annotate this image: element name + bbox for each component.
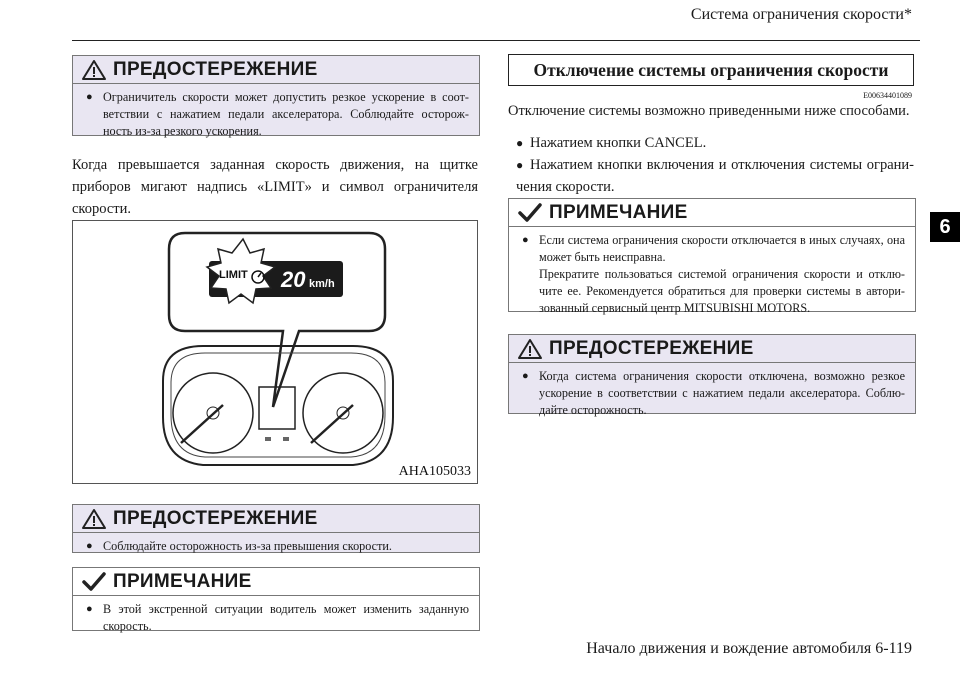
note-box bbox=[72, 567, 480, 631]
warning-triangle-icon bbox=[81, 59, 107, 81]
warning-heading: ПРЕДОСТЕРЕЖЕНИЕ bbox=[113, 507, 318, 529]
section-title: Отключение системы ограничения скорости bbox=[508, 54, 914, 86]
instrument-cluster-figure bbox=[72, 220, 478, 484]
bullet-icon: ● bbox=[86, 603, 93, 615]
chapter-tab: 6 bbox=[930, 212, 960, 242]
note-header bbox=[509, 199, 915, 226]
warning-header bbox=[73, 505, 479, 532]
list-item: ● Нажатием кнопки CANCEL. bbox=[516, 132, 914, 154]
note-text: Если система ограничения скорости отключается в иных случаях, она может быть неисправна. bbox=[539, 233, 905, 264]
bullet-icon: ● bbox=[86, 91, 93, 103]
callout-bubble bbox=[169, 233, 385, 407]
warning-box bbox=[72, 55, 480, 136]
note-box bbox=[508, 198, 916, 315]
running-header: Система ограничения скорости* bbox=[690, 6, 912, 23]
note-text: В этой экстренной ситуации водитель может изменить заданную скорость. bbox=[103, 602, 469, 633]
bullet-icon: ● bbox=[522, 370, 529, 382]
warning-box bbox=[72, 504, 480, 553]
page-footer: Начало движения и вождение автомобиля 6-119 bbox=[586, 640, 912, 657]
bullet-icon: ● bbox=[522, 234, 529, 246]
speed-unit: km/h bbox=[309, 278, 335, 290]
note-heading: ПРИМЕЧАНИЕ bbox=[113, 570, 252, 592]
warning-triangle-icon bbox=[517, 338, 543, 360]
list-item: ● Нажатием кнопки включения и отключения системы ограни-чения скорости. bbox=[516, 154, 914, 198]
speed-value: 20 bbox=[281, 267, 306, 292]
warning-text: Когда система ограничения скорости отключена, возможно резкое ускорение в соответствии с нажатием педали акселератора. Соблю-дайте осторожность. bbox=[539, 369, 905, 417]
warning-heading: ПРЕДОСТЕРЕЖЕНИЕ bbox=[113, 58, 318, 80]
warning-text: Соблюдайте осторожность из-за превышения скорости. bbox=[103, 539, 392, 553]
warning-heading: ПРЕДОСТЕРЕЖЕНИЕ bbox=[549, 337, 754, 359]
bullet-icon: ● bbox=[86, 540, 93, 552]
warning-box bbox=[508, 334, 916, 417]
doc-code: E00634401089 bbox=[863, 91, 912, 100]
warning-text: Ограничитель скорости может допустить резкое ускорение в соот-ветствии с нажатием педали акселератора. Соблюдайте осторож-ность из-за резкого ускорения. bbox=[103, 90, 469, 138]
warning-triangle-icon bbox=[81, 508, 107, 530]
bullet-icon: ● bbox=[516, 158, 524, 172]
intro-paragraph: Отключение системы возможно приведенными ниже способами. bbox=[508, 103, 910, 119]
checkmark-icon bbox=[81, 571, 107, 593]
limit-label: LIMIT bbox=[219, 269, 248, 281]
note-text-continued: Прекратите пользоваться системой ограничения скорости и отклю-чите ее. Рекомендуется обратиться для проверки системы в автори-зованный сервисный центр MITSUBISHI MOTORS. bbox=[539, 267, 905, 315]
header-rule bbox=[72, 40, 920, 41]
body-paragraph: Когда превышается заданная скорость движения, на щитке приборов мигают надпись «LIMIT» и символ ограничителя скорости. bbox=[72, 157, 478, 217]
figure-caption: AHA105033 bbox=[398, 464, 471, 479]
note-header bbox=[73, 568, 479, 595]
warning-header bbox=[509, 335, 915, 362]
checkmark-icon bbox=[517, 202, 543, 224]
note-heading: ПРИМЕЧАНИЕ bbox=[549, 201, 688, 223]
bullet-icon: ● bbox=[516, 136, 524, 150]
warning-header bbox=[73, 56, 479, 83]
